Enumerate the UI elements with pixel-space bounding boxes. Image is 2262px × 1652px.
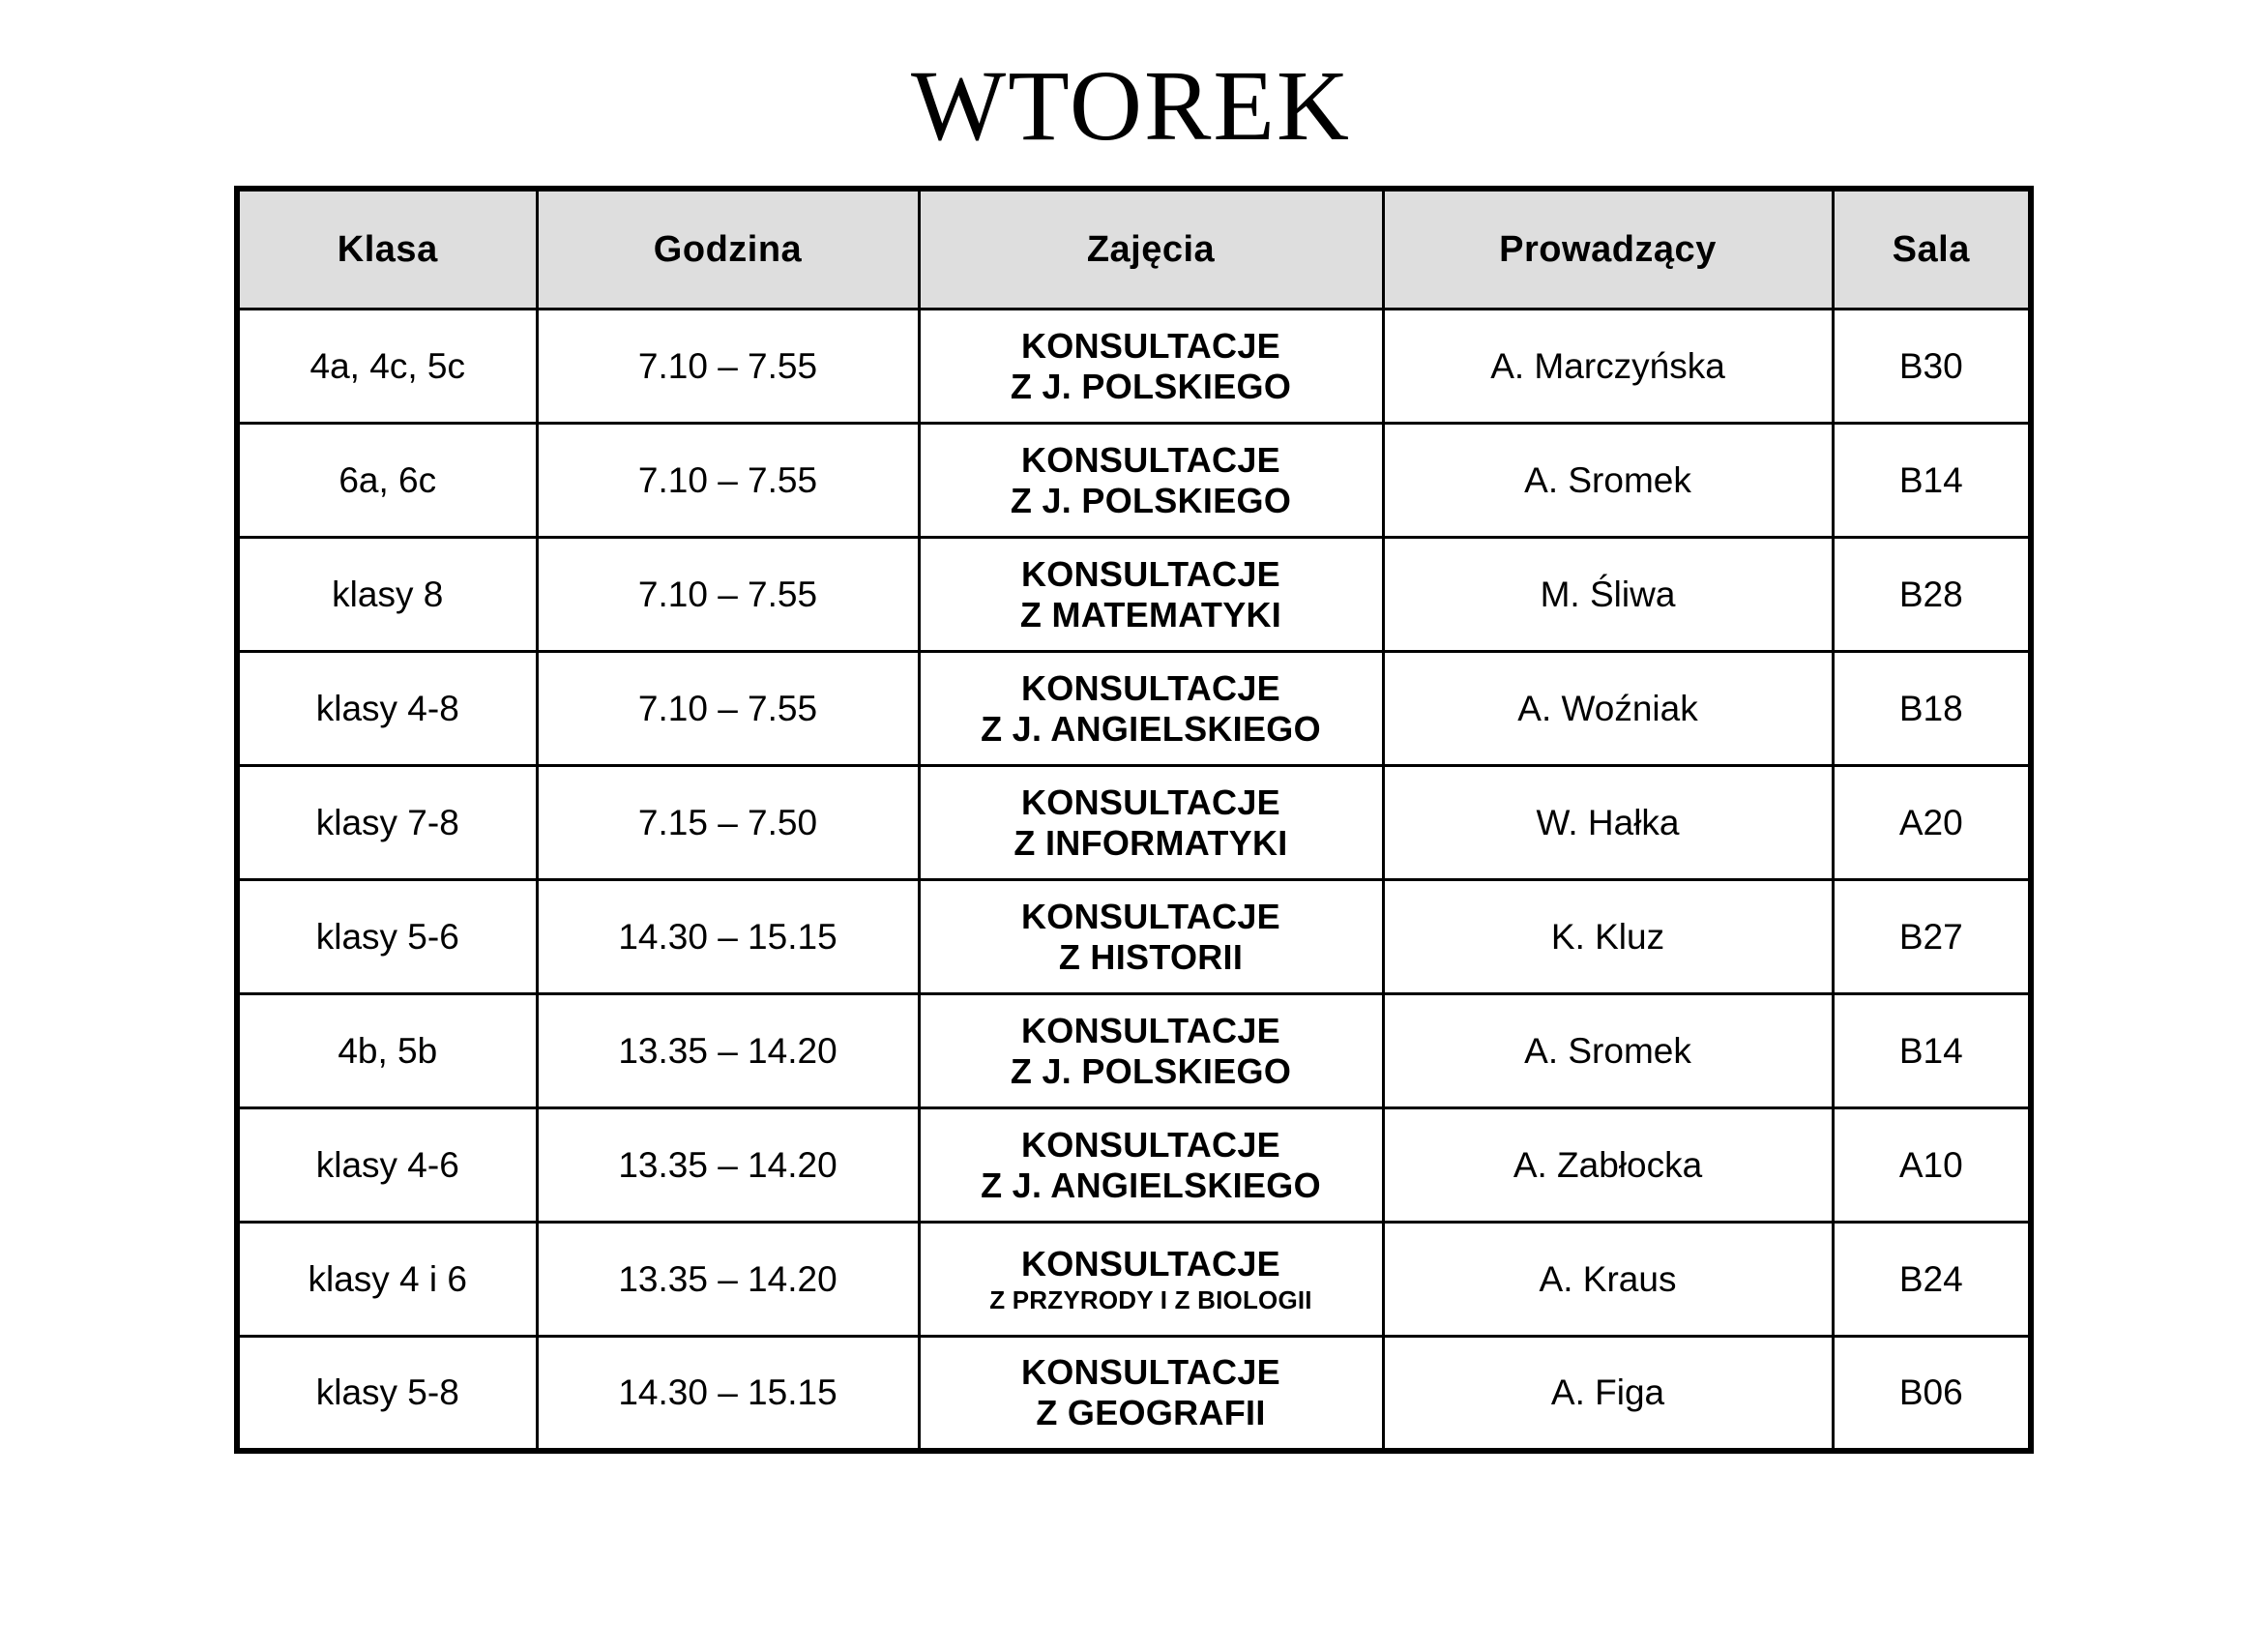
column-header-klasa: Klasa bbox=[237, 189, 537, 310]
column-header-godzina: Godzina bbox=[537, 189, 919, 310]
page-title: WTOREK bbox=[911, 50, 1351, 162]
cell-prowadzacy: A. Sromek bbox=[1383, 424, 1833, 538]
table-row bbox=[237, 880, 2031, 994]
table-row bbox=[237, 1337, 2031, 1451]
cell-zajecia-line1: KONSULTACJE bbox=[1021, 439, 1280, 480]
schedule-table bbox=[234, 186, 2034, 1454]
cell-prowadzacy: A. Woźniak bbox=[1383, 652, 1833, 766]
cell-zajecia bbox=[919, 1223, 1383, 1337]
cell-klasa: klasy 5-8 bbox=[237, 1337, 537, 1451]
table-row bbox=[237, 538, 2031, 652]
document-page bbox=[0, 50, 2262, 1652]
cell-zajecia bbox=[919, 994, 1383, 1108]
cell-klasa: klasy 7-8 bbox=[237, 766, 537, 880]
cell-zajecia-line2: Z J. ANGIELSKIEGO bbox=[981, 1165, 1321, 1205]
schedule-table-wrapper bbox=[234, 186, 2028, 1454]
table-row bbox=[237, 766, 2031, 880]
cell-zajecia-line1: KONSULTACJE bbox=[1021, 553, 1280, 594]
table-row bbox=[237, 424, 2031, 538]
cell-prowadzacy: M. Śliwa bbox=[1383, 538, 1833, 652]
cell-sala: B30 bbox=[1833, 310, 2031, 424]
cell-godzina: 13.35 – 14.20 bbox=[537, 1223, 919, 1337]
cell-zajecia-line1: KONSULTACJE bbox=[1021, 667, 1280, 708]
cell-sala: B14 bbox=[1833, 424, 2031, 538]
cell-godzina: 14.30 – 15.15 bbox=[537, 880, 919, 994]
table-header-row bbox=[237, 189, 2031, 310]
cell-zajecia-line1: KONSULTACJE bbox=[1021, 1124, 1280, 1165]
cell-prowadzacy: A. Marczyńska bbox=[1383, 310, 1833, 424]
cell-zajecia-line2: Z INFORMATYKI bbox=[1013, 822, 1288, 863]
table-row bbox=[237, 1108, 2031, 1223]
cell-godzina: 7.10 – 7.55 bbox=[537, 652, 919, 766]
cell-zajecia-line1: KONSULTACJE bbox=[1021, 896, 1280, 936]
cell-prowadzacy: A. Figa bbox=[1383, 1337, 1833, 1451]
cell-sala: B14 bbox=[1833, 994, 2031, 1108]
cell-klasa: klasy 4 i 6 bbox=[237, 1223, 537, 1337]
cell-sala: B06 bbox=[1833, 1337, 2031, 1451]
column-header-prowadzacy: Prowadzący bbox=[1383, 189, 1833, 310]
cell-prowadzacy: A. Zabłocka bbox=[1383, 1108, 1833, 1223]
cell-godzina: 7.10 – 7.55 bbox=[537, 538, 919, 652]
cell-zajecia-line1: KONSULTACJE bbox=[1021, 782, 1280, 822]
cell-zajecia bbox=[919, 538, 1383, 652]
table-header bbox=[237, 189, 2031, 310]
table-row bbox=[237, 1223, 2031, 1337]
cell-godzina: 13.35 – 14.20 bbox=[537, 994, 919, 1108]
table-row bbox=[237, 310, 2031, 424]
cell-godzina: 14.30 – 15.15 bbox=[537, 1337, 919, 1451]
cell-zajecia bbox=[919, 1337, 1383, 1451]
cell-klasa: 4a, 4c, 5c bbox=[237, 310, 537, 424]
cell-zajecia-line2: Z J. POLSKIEGO bbox=[1010, 480, 1292, 520]
table-body bbox=[237, 310, 2031, 1451]
cell-sala: A20 bbox=[1833, 766, 2031, 880]
cell-klasa: 4b, 5b bbox=[237, 994, 537, 1108]
cell-zajecia bbox=[919, 1108, 1383, 1223]
cell-prowadzacy: A. Sromek bbox=[1383, 994, 1833, 1108]
cell-sala: B24 bbox=[1833, 1223, 2031, 1337]
cell-sala: B27 bbox=[1833, 880, 2031, 994]
cell-godzina: 7.15 – 7.50 bbox=[537, 766, 919, 880]
table-row bbox=[237, 994, 2031, 1108]
cell-prowadzacy: A. Kraus bbox=[1383, 1223, 1833, 1337]
cell-klasa: klasy 4-6 bbox=[237, 1108, 537, 1223]
cell-zajecia-line2: Z J. POLSKIEGO bbox=[1010, 1050, 1292, 1091]
cell-zajecia-line2: Z MATEMATYKI bbox=[1019, 594, 1282, 634]
cell-zajecia-line2: Z HISTORII bbox=[1058, 936, 1244, 977]
cell-zajecia-line2: Z PRZYRODY I Z BIOLOGII bbox=[989, 1284, 1312, 1314]
cell-klasa: klasy 4-8 bbox=[237, 652, 537, 766]
cell-klasa: 6a, 6c bbox=[237, 424, 537, 538]
column-header-sala: Sala bbox=[1833, 189, 2031, 310]
cell-zajecia-line2: Z GEOGRAFII bbox=[1036, 1393, 1266, 1433]
cell-godzina: 7.10 – 7.55 bbox=[537, 310, 919, 424]
cell-sala: A10 bbox=[1833, 1108, 2031, 1223]
cell-zajecia bbox=[919, 424, 1383, 538]
cell-zajecia-line1: KONSULTACJE bbox=[1021, 325, 1280, 366]
cell-zajecia-line2: Z J. ANGIELSKIEGO bbox=[981, 708, 1321, 749]
cell-zajecia bbox=[919, 766, 1383, 880]
cell-prowadzacy: W. Hałka bbox=[1383, 766, 1833, 880]
cell-zajecia-line2: Z J. POLSKIEGO bbox=[1010, 366, 1292, 406]
cell-klasa: klasy 5-6 bbox=[237, 880, 537, 994]
cell-prowadzacy: K. Kluz bbox=[1383, 880, 1833, 994]
cell-zajecia bbox=[919, 310, 1383, 424]
cell-zajecia-line1: KONSULTACJE bbox=[1021, 1010, 1280, 1050]
cell-sala: B18 bbox=[1833, 652, 2031, 766]
cell-sala: B28 bbox=[1833, 538, 2031, 652]
column-header-zajecia: Zajęcia bbox=[919, 189, 1383, 310]
cell-zajecia bbox=[919, 880, 1383, 994]
cell-godzina: 7.10 – 7.55 bbox=[537, 424, 919, 538]
cell-zajecia-line1: KONSULTACJE bbox=[1021, 1351, 1280, 1392]
cell-zajecia-line1: KONSULTACJE bbox=[1021, 1244, 1280, 1284]
cell-godzina: 13.35 – 14.20 bbox=[537, 1108, 919, 1223]
cell-klasa: klasy 8 bbox=[237, 538, 537, 652]
table-row bbox=[237, 652, 2031, 766]
cell-zajecia bbox=[919, 652, 1383, 766]
